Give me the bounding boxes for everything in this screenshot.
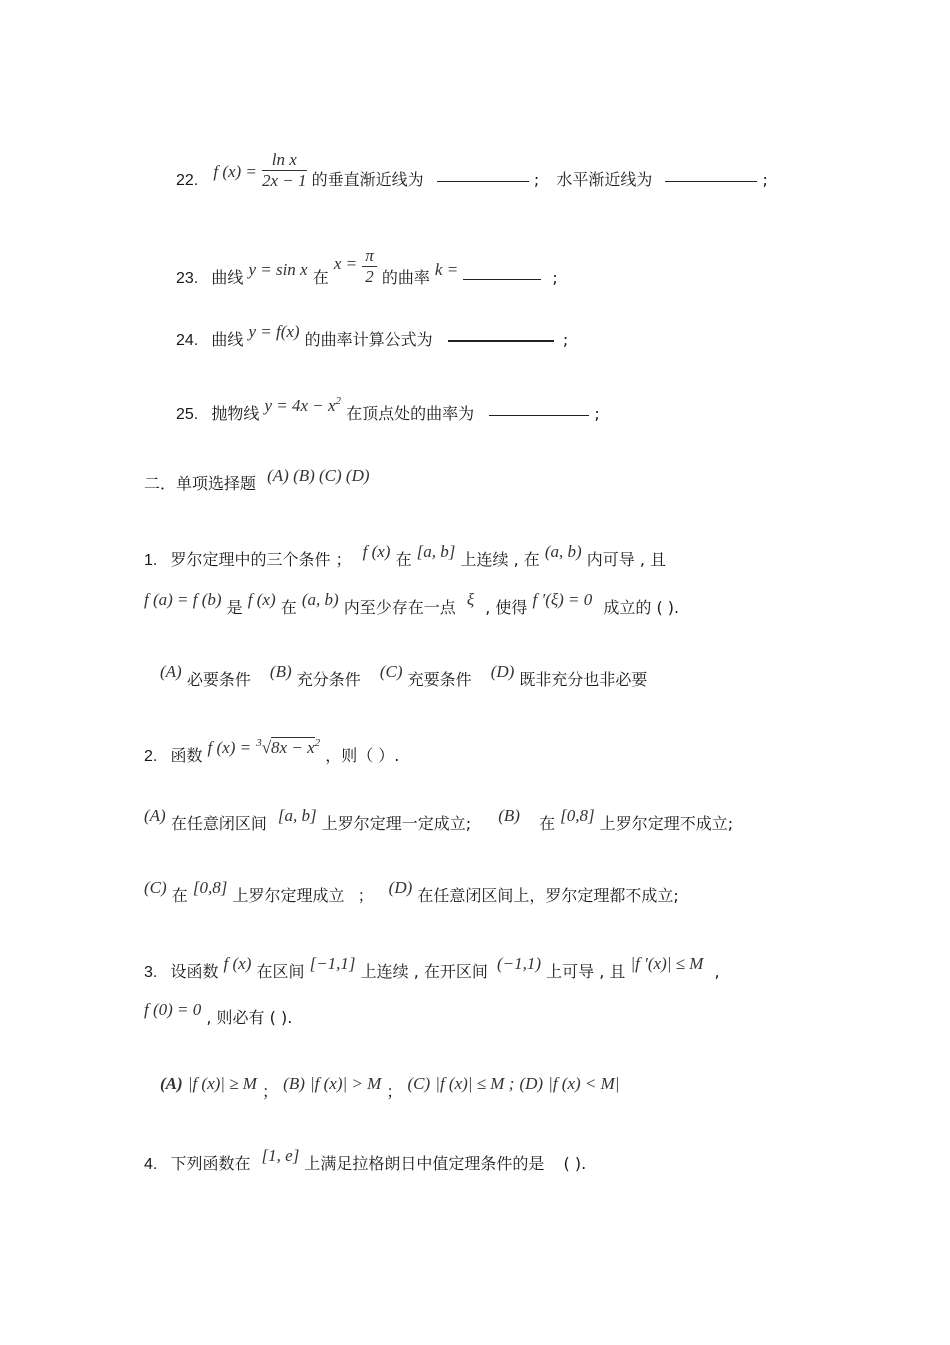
math-expression: (a, b): [544, 542, 582, 561]
math-expression: [a, b]: [416, 542, 456, 561]
answer-blank: [437, 180, 529, 182]
math-expression: f (a) = f (b): [144, 590, 222, 609]
option-b-label: (B): [283, 1074, 305, 1093]
option-b-text: 在: [539, 814, 556, 833]
choice-question-3: [144, 954, 720, 983]
question-number: 3.: [144, 964, 158, 981]
question-22: [176, 150, 768, 201]
math-expression: y = sin x: [248, 260, 308, 279]
option-a-label: (A): [160, 662, 182, 681]
separator: ；: [262, 1082, 279, 1101]
math-expression: $y = 4x - x^2$: [264, 395, 342, 415]
option-a-text: 上罗尔定理一定成立;: [321, 814, 472, 833]
math-expression: f (x) =: [213, 162, 257, 181]
section-heading: [144, 466, 370, 494]
math-expression: [0,8]: [560, 806, 595, 825]
option-a-label: (A): [144, 806, 166, 825]
option-a-text: 必要条件: [186, 670, 251, 689]
question-number: 23.: [176, 270, 199, 287]
question-text: 在顶点处的曲率为: [346, 404, 475, 423]
math-expression: (−1,1): [497, 954, 542, 973]
option-b-text: 上罗尔定理不成立;: [599, 814, 734, 833]
question-text: 成立的 ( ).: [603, 598, 680, 617]
option-c-label: (C): [407, 1074, 431, 1093]
fraction-denominator: 2: [365, 267, 374, 286]
question-text: 内可导 , 且: [586, 550, 667, 569]
option-a-label: (A): [160, 1074, 183, 1093]
math-expression: f (x): [223, 954, 252, 973]
math-expression: (A) (B) (C) (D): [267, 466, 370, 485]
question-text: 抛物线: [211, 404, 260, 423]
question-text: 曲线: [211, 330, 244, 349]
separator: ,: [714, 962, 720, 981]
choice-options-1: [160, 662, 648, 690]
choice-question-1: [144, 542, 667, 571]
choice-options-2-ab: [144, 806, 734, 834]
math-expression: [a, b]: [277, 806, 317, 825]
question-text: 函数: [170, 746, 203, 765]
question-text: 上连续 , 在开区间: [360, 962, 488, 981]
separator: ;: [562, 330, 569, 349]
question-number: 2.: [144, 748, 158, 765]
separator: ;: [594, 404, 600, 423]
question-text: 罗尔定理中的三个条件 ；: [170, 550, 352, 569]
fraction-numerator: ln x: [262, 150, 307, 171]
question-number: 4.: [144, 1156, 158, 1173]
question-text: , 则必有 ( ).: [206, 1008, 293, 1027]
question-text: ，则（ ）.: [325, 746, 400, 765]
question-text: 在: [395, 550, 412, 569]
question-text: 在区间: [256, 962, 305, 981]
choice-question-4: [144, 1146, 587, 1175]
math-expression: [−1,1]: [309, 954, 356, 973]
separator: ;: [533, 170, 540, 189]
separator: ;: [762, 170, 768, 189]
section-title: 二．单项选择题: [144, 474, 257, 493]
answer-blank: [665, 180, 757, 182]
question-text: 是: [226, 598, 243, 617]
question-number: 25.: [176, 406, 199, 423]
math-expression: f (x) =: [207, 738, 252, 757]
question-text: 上可导 , 且: [546, 962, 626, 981]
math-expression: x =: [333, 254, 358, 273]
question-text: 的垂直渐近线为: [311, 170, 424, 189]
question-text: , 使得: [485, 598, 528, 617]
question-text: 上连续 , 在: [460, 550, 540, 569]
option-d-label: (D): [490, 662, 515, 681]
question-text: 在: [280, 598, 297, 617]
question-number: 1.: [144, 552, 158, 569]
math-expression: f (0) = 0: [144, 1000, 202, 1019]
option-d-text: 在任意闭区间上，罗尔定理都不成立;: [417, 886, 679, 905]
answer-blank: [448, 339, 554, 342]
choice-question-1-cont: [144, 590, 680, 618]
option-c-text: 在: [171, 886, 188, 905]
option-c-text: |f (x)| ≤ M ;: [435, 1074, 515, 1093]
math-expression: |f ′(x)| ≤ M: [630, 954, 704, 973]
question-number: 24.: [176, 332, 199, 349]
question-text: 曲线: [211, 268, 244, 287]
option-b-label: (B): [269, 662, 292, 681]
answer-blank: [463, 278, 541, 280]
math-expression: y = f(x): [248, 322, 300, 341]
question-text: 的曲率: [381, 268, 430, 287]
question-text: 下列函数在: [170, 1154, 251, 1173]
answer-blank: [489, 414, 589, 416]
question-23: [176, 246, 558, 299]
fraction-numerator: π: [362, 246, 377, 267]
choice-options-3: [160, 1074, 620, 1102]
option-d-label: (D): [519, 1074, 544, 1093]
question-25: [176, 395, 600, 426]
math-expression: [1, e]: [261, 1146, 300, 1165]
option-c-label: (C): [144, 878, 167, 897]
option-c-text: 上罗尔定理成立: [232, 886, 345, 905]
cube-root-expression: $^3√8x - x^2$: [256, 737, 321, 757]
question-text: 内至少存在一点: [343, 598, 456, 617]
math-expression: f (x): [247, 590, 276, 609]
math-expression: f ′(ξ) = 0: [532, 590, 593, 609]
question-text: 在: [312, 268, 329, 287]
question-number: 22.: [176, 172, 199, 189]
fraction: [262, 150, 307, 191]
option-d-text: |f (x) < M|: [548, 1074, 620, 1093]
option-c-text: 充要条件: [407, 670, 472, 689]
question-text: 设函数: [170, 962, 219, 981]
math-expression: (a, b): [301, 590, 339, 609]
question-text: 上满足拉格朗日中值定理条件的是: [304, 1154, 545, 1173]
math-expression: k =: [434, 260, 459, 279]
fraction-denominator: 2x − 1: [262, 171, 307, 190]
separator: ；: [386, 1082, 403, 1101]
choice-question-3-cont: [144, 1000, 293, 1028]
separator: ;: [552, 268, 558, 287]
math-expression: f (x): [362, 542, 391, 561]
option-b-label: (B): [498, 806, 520, 825]
option-b-text: 充分条件: [296, 670, 361, 689]
choice-options-2-cd: [144, 878, 679, 906]
choice-question-2: [144, 737, 400, 768]
math-expression: ξ: [466, 590, 475, 609]
question-text: 的曲率计算公式为: [304, 330, 433, 349]
math-expression: [0,8]: [192, 878, 228, 897]
question-24: [176, 322, 569, 351]
option-b-text: |f (x)| > M: [309, 1074, 382, 1093]
option-c-label: (C): [379, 662, 403, 681]
option-a-text: 在任意闭区间: [170, 814, 267, 833]
question-text: ( ).: [563, 1154, 587, 1173]
separator: ；: [357, 886, 374, 905]
option-a-text: |f (x)| ≥ M: [187, 1074, 257, 1093]
fraction: [362, 246, 377, 287]
question-text: 水平渐近线为: [556, 170, 653, 189]
option-d-label: (D): [388, 878, 413, 897]
option-d-text: 既非充分也非必要: [519, 670, 648, 689]
